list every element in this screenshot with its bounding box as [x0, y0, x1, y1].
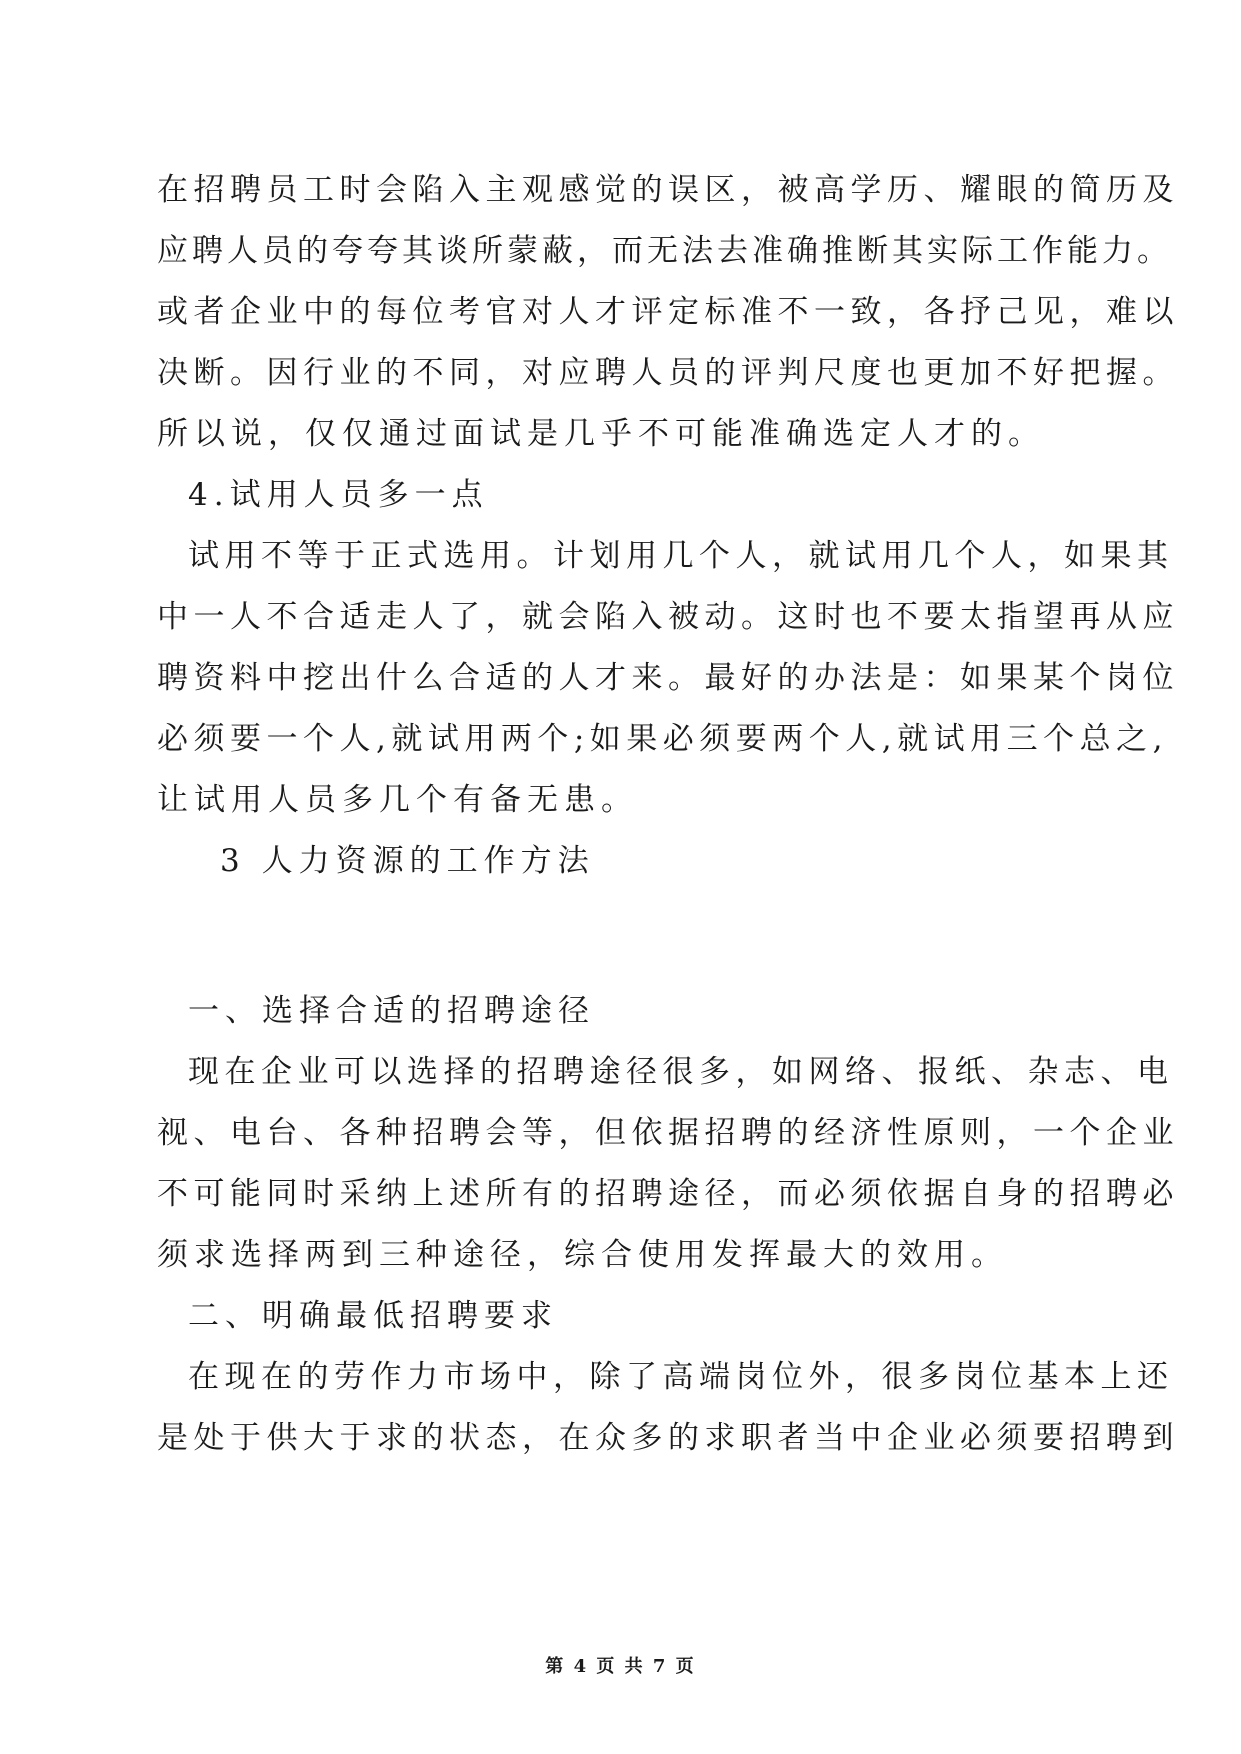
body-text-line: 在现在的劳作力市场中，除了高端岗位外，很多岗位基本上还 — [188, 1359, 1174, 1395]
body-text-line: 视、电台、各种招聘会等，但依据招聘的经济性原则，一个企业 — [157, 1115, 1179, 1151]
section-heading: 二、明确最低招聘要求 — [188, 1298, 558, 1334]
body-text-line: 让试用人员多几个有备无患。 — [157, 782, 638, 818]
body-text-line: 是处于供大于求的状态，在众多的求职者当中企业必须要招聘到 — [157, 1420, 1179, 1456]
body-text-line: 不可能同时采纳上述所有的招聘途径，而必须依据自身的招聘必 — [157, 1176, 1179, 1212]
body-text-line: 须求选择两到三种途径，综合使用发挥最大的效用。 — [157, 1237, 1008, 1273]
body-text-line: 应聘人员的夸夸其谈所蒙蔽，而无法去准确推断其实际工作能力。 — [157, 233, 1172, 269]
body-text-line: 或者企业中的每位考官对人才评定标准不一致，各抒己见，难以 — [157, 294, 1179, 330]
page-footer: 第 4 页 共 7 页 — [545, 1656, 696, 1677]
body-text-line: 必须要一个人,就试用两个;如果必须要两个人,就试用三个总之, — [157, 721, 1169, 757]
body-text-line: 现在企业可以选择的招聘途径很多，如网络、报纸、杂志、电 — [188, 1054, 1174, 1090]
body-text-line: 聘资料中挖出什么合适的人才来。最好的办法是：如果某个岗位 — [157, 660, 1179, 696]
body-text-line: 决断。因行业的不同，对应聘人员的评判尺度也更加不好把握。 — [157, 355, 1179, 391]
chapter-heading: 3 人力资源的工作方法 — [220, 843, 595, 879]
body-text-line: 中一人不合适走人了，就会陷入被动。这时也不要太指望再从应 — [157, 599, 1179, 635]
body-text-line: 试用不等于正式选用。计划用几个人，就试用几个人，如果其 — [188, 538, 1174, 574]
section-heading: 4.试用人员多一点 — [188, 477, 489, 513]
body-text-line: 在招聘员工时会陷入主观感觉的误区，被高学历、耀眼的简历及 — [157, 172, 1179, 208]
section-heading: 一、选择合适的招聘途径 — [188, 993, 595, 1029]
body-text-line: 所以说，仅仅通过面试是几乎不可能准确选定人才的。 — [157, 416, 1045, 452]
